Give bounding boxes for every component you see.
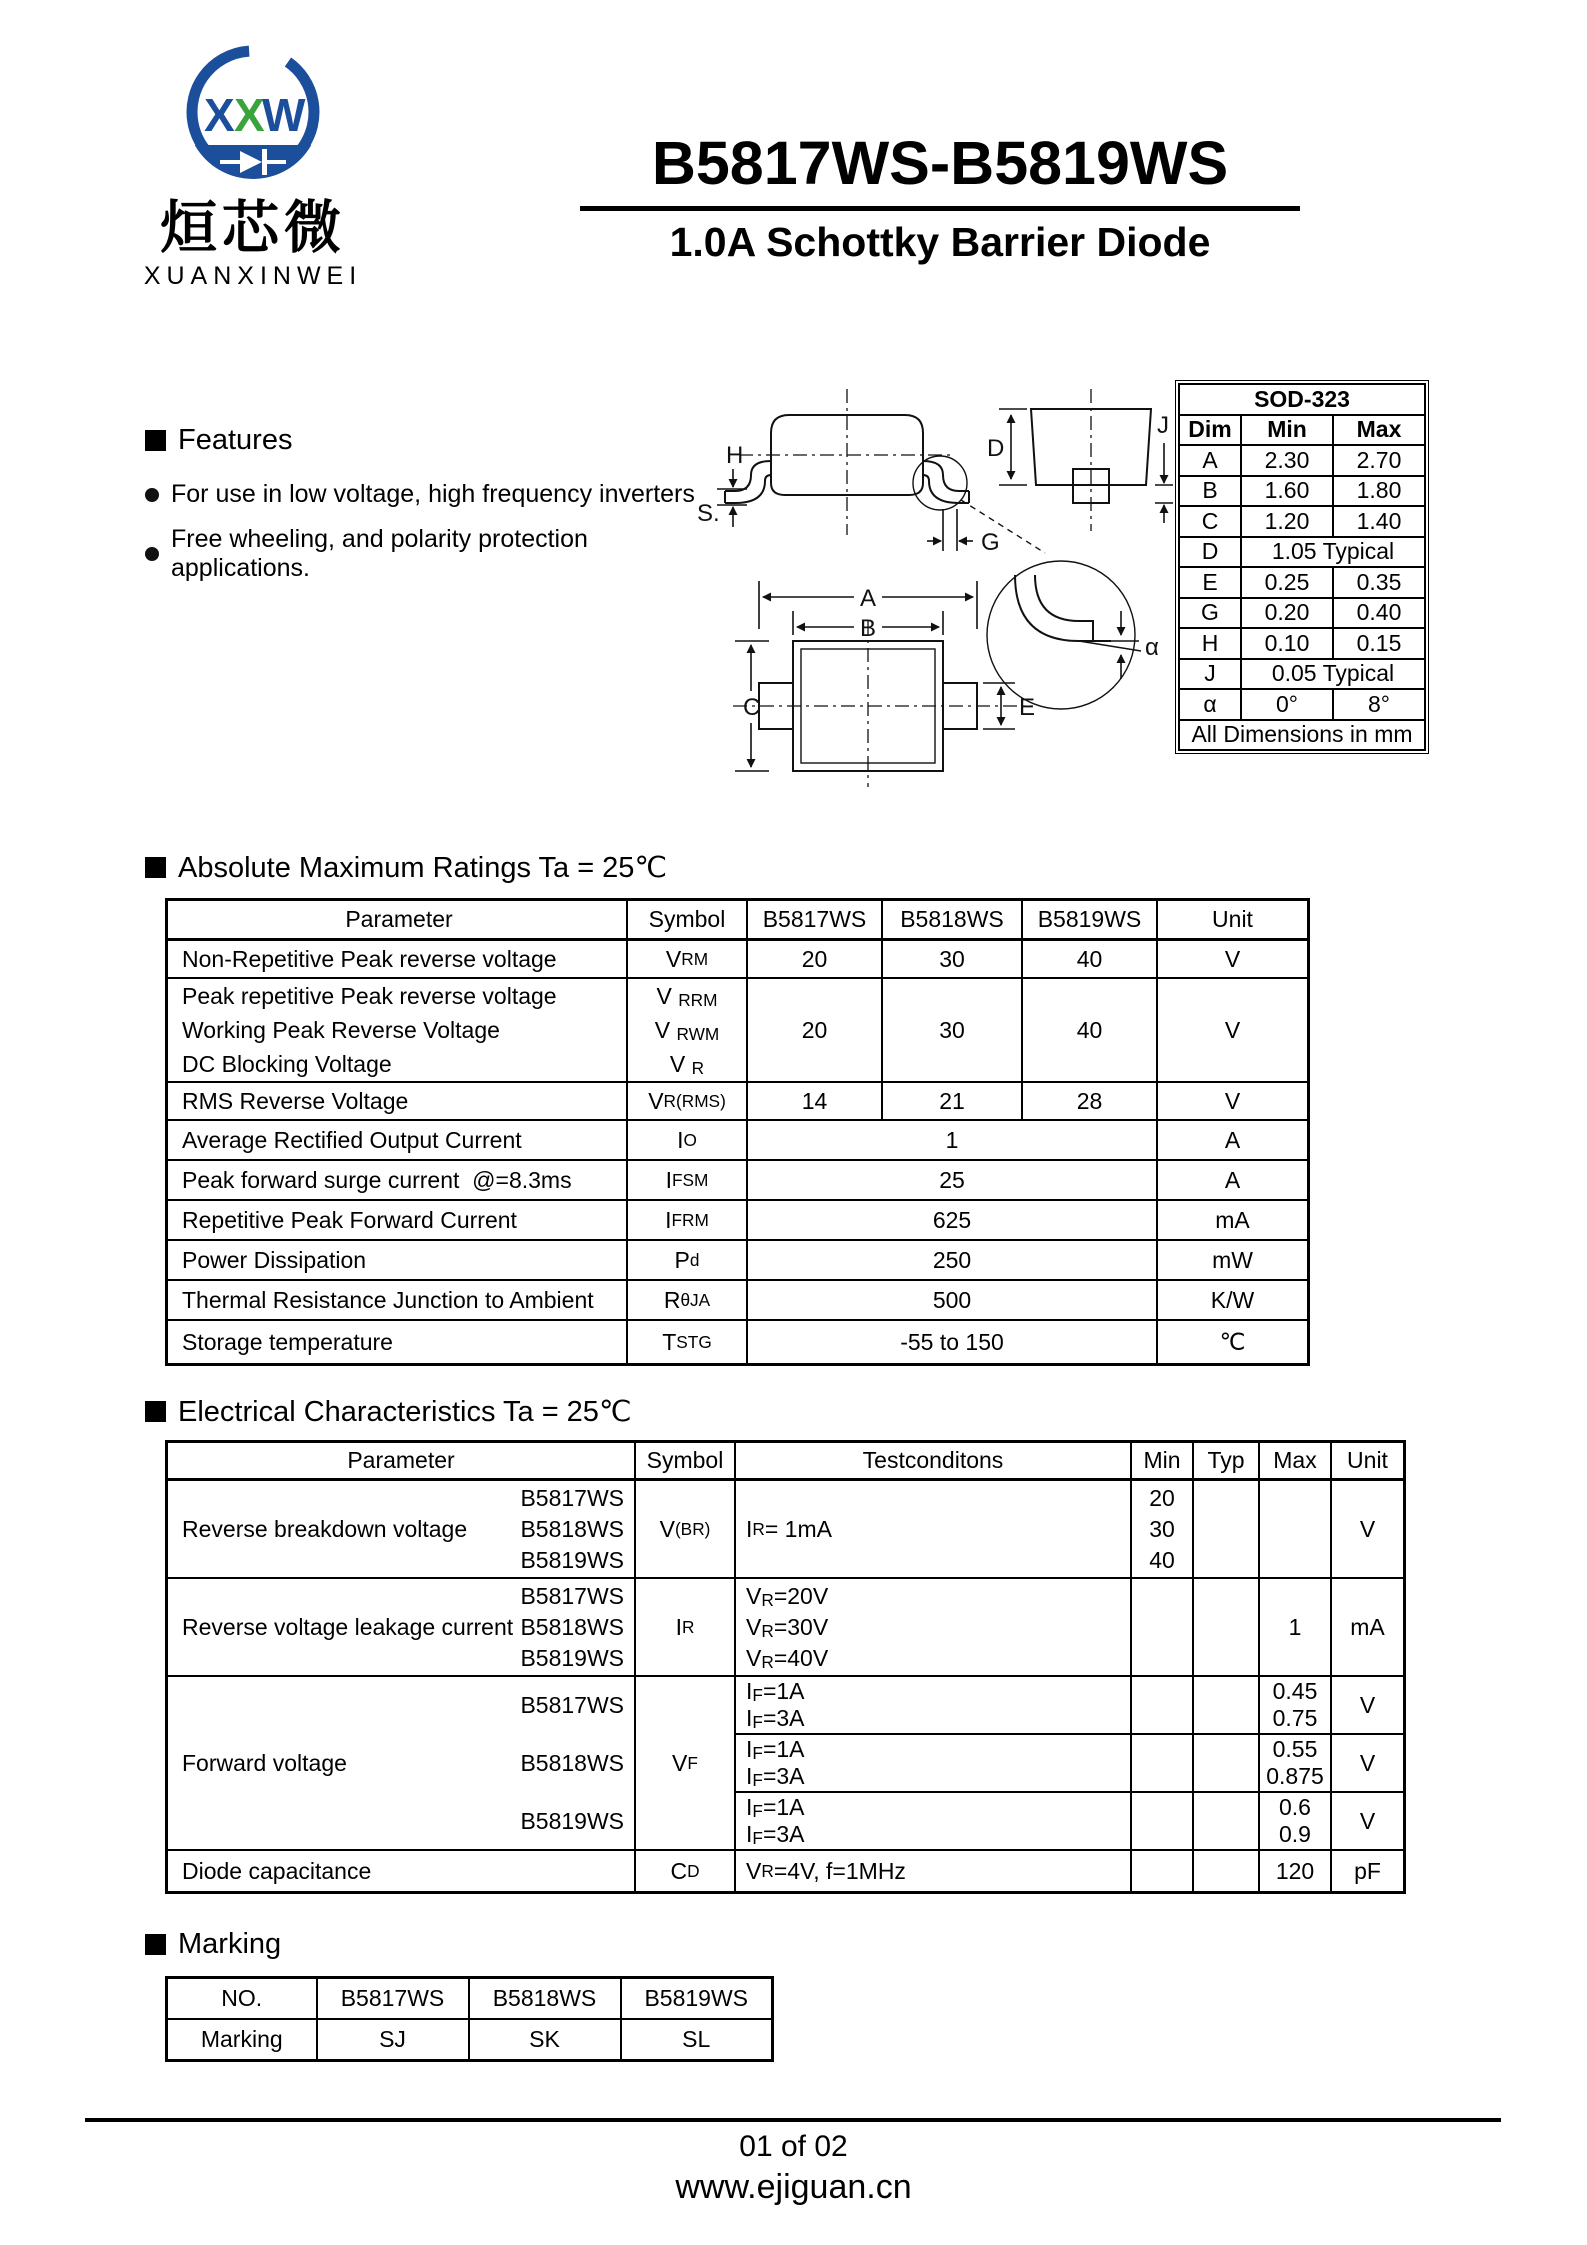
- cell: V: [1332, 1793, 1403, 1851]
- cell: Peak repetitive Peak reverse voltage Working Peak Reverse Voltage DC Blocking Voltage: [168, 979, 628, 1083]
- package-outline-drawing: [693, 383, 1175, 795]
- section-square-icon: [145, 857, 166, 878]
- col-header: B5818WS: [469, 1978, 621, 2020]
- cell: pF: [1354, 1857, 1381, 1884]
- cell: V RM: [628, 941, 748, 979]
- table-row: [1179, 445, 1425, 476]
- cell: K/W: [1158, 1281, 1307, 1321]
- cell: 20: [748, 941, 883, 979]
- page-number: 01 of 02: [739, 2130, 848, 2163]
- cell: 0.35: [1333, 567, 1425, 598]
- cell: 30: [883, 979, 1023, 1083]
- cell: 1.60: [1241, 476, 1333, 507]
- cell: ℃: [1219, 1328, 1246, 1355]
- cell: [1132, 1793, 1194, 1851]
- table-row: [1179, 628, 1425, 659]
- cell: [1194, 1793, 1260, 1851]
- ec-heading: Electrical Characteristics Ta = 25℃: [145, 1394, 632, 1429]
- logo-letter-w: W: [262, 89, 306, 141]
- cell: 21: [883, 1083, 1023, 1121]
- col-header: Unit: [1158, 901, 1307, 941]
- dim-label-c: C: [743, 694, 761, 721]
- cell: 0.6 0.9: [1260, 1793, 1332, 1851]
- cell: Marking: [167, 2019, 317, 2061]
- dimensions-note: All Dimensions in mm: [1179, 720, 1425, 751]
- logo-romanized-name: XUANXINWEI: [143, 262, 363, 290]
- cell: [1132, 1851, 1194, 1891]
- table-row: [167, 2019, 773, 2061]
- table-row: [1179, 720, 1425, 751]
- bullet-icon: [145, 547, 159, 561]
- cell: 1.20: [1241, 506, 1333, 537]
- cell: T STG: [628, 1321, 748, 1363]
- table-row: [1179, 567, 1425, 598]
- features-heading: Features: [145, 424, 292, 457]
- cell: V $_{RRM}$ V $_{RWM}$ V $_R$: [628, 979, 748, 1083]
- page-subtitle: 1.0A Schottky Barrier Diode: [669, 219, 1211, 265]
- cell: 250: [748, 1241, 1158, 1281]
- side-view: [717, 389, 1045, 556]
- col-header: Max: [1260, 1443, 1332, 1481]
- col-header: Symbol: [636, 1443, 736, 1481]
- feature-item: Free wheeling, and polarity protection applications.: [145, 525, 725, 583]
- cell: A: [1158, 1161, 1307, 1201]
- section-square-icon: [145, 1401, 166, 1422]
- cell: 0.55 0.875: [1260, 1735, 1332, 1793]
- logo-chinese-name: 烜芯微: [160, 196, 346, 260]
- table-row: [1179, 506, 1425, 537]
- page-title: B5817WS-B5819WS: [651, 129, 1229, 197]
- dim-label-j: J: [1157, 412, 1169, 439]
- cell: I R: [636, 1579, 736, 1677]
- col-header: B5818WS: [883, 901, 1023, 941]
- seating-plane-label: S.: [697, 500, 720, 527]
- table-row: [1179, 415, 1425, 446]
- cell: [1132, 1735, 1194, 1793]
- cell: [1194, 1851, 1260, 1891]
- cell: C: [1179, 506, 1241, 537]
- cell: [1194, 1735, 1260, 1793]
- cell: 0.45 0.75: [1260, 1677, 1332, 1735]
- cell: V: [1158, 1083, 1307, 1121]
- cell: Storage temperature: [168, 1321, 628, 1363]
- dim-label-alpha: α: [1145, 634, 1159, 661]
- cell: -55 to 150: [748, 1321, 1158, 1363]
- cell: P d: [628, 1241, 748, 1281]
- table-row: [1179, 537, 1425, 568]
- cell: SL: [621, 2019, 773, 2061]
- lead-detail-view: [987, 561, 1159, 709]
- cell: Average Rectified Output Current: [168, 1121, 628, 1161]
- cell: 20 30 40: [1132, 1481, 1194, 1579]
- cell: 0°: [1241, 689, 1333, 720]
- cell: Thermal Resistance Junction to Ambient: [168, 1281, 628, 1321]
- table-row: [1179, 659, 1425, 690]
- cell: 1.05 Typical: [1241, 537, 1425, 568]
- col-header: Testconditons: [736, 1443, 1132, 1481]
- cell: 0.10: [1241, 628, 1333, 659]
- cell: B: [1179, 476, 1241, 507]
- document-header: [520, 128, 1360, 266]
- cell: [1132, 1677, 1194, 1735]
- section-square-icon: [145, 430, 166, 451]
- package-name: SOD-323: [1179, 384, 1425, 415]
- col-header: B5817WS: [317, 1978, 469, 2020]
- cell: 0.05 Typical: [1241, 659, 1425, 690]
- cell: 40: [1023, 979, 1158, 1083]
- cell: Peak forward surge current @=8.3ms: [168, 1161, 628, 1201]
- cell: [1194, 1579, 1260, 1677]
- cell: V R =4V, f=1MHz: [736, 1851, 1132, 1891]
- absolute-maximum-ratings-table: [165, 898, 1310, 1366]
- cell: 30: [883, 941, 1023, 979]
- cell: D: [1179, 537, 1241, 568]
- cell: E: [1179, 567, 1241, 598]
- cell: $I_F=1A$ $I_F=3A$: [736, 1735, 1132, 1793]
- cell: A: [1179, 445, 1241, 476]
- cell: [1132, 1579, 1194, 1677]
- cell: J: [1179, 659, 1241, 690]
- cell: A: [1158, 1121, 1307, 1161]
- bottom-view: [733, 581, 1035, 787]
- cell: [1194, 1481, 1260, 1579]
- col-header: B5817WS: [748, 901, 883, 941]
- cell: 1: [748, 1121, 1158, 1161]
- col-header: Unit: [1332, 1443, 1403, 1481]
- cell: 625: [748, 1201, 1158, 1241]
- col-header: Dim: [1179, 415, 1241, 446]
- cell: 40: [1023, 941, 1158, 979]
- cell: V: [1332, 1481, 1403, 1579]
- cell: 14: [748, 1083, 883, 1121]
- table-row: [1179, 476, 1425, 507]
- cell: Forward voltage B5817WS B5818WS B5819WS: [168, 1677, 636, 1851]
- cell: 500: [748, 1281, 1158, 1321]
- col-header: Symbol: [628, 901, 748, 941]
- cell: I FSM: [628, 1161, 748, 1201]
- cell: 1.40: [1333, 506, 1425, 537]
- marking-heading: Marking: [145, 1928, 281, 1961]
- cell: [1260, 1481, 1332, 1579]
- cell: 25: [748, 1161, 1158, 1201]
- cell: Power Dissipation: [168, 1241, 628, 1281]
- cell: $V_R=20V$ $V_R=30V$ $V_R=40V$: [736, 1579, 1132, 1677]
- cell: α: [1179, 689, 1241, 720]
- cell: 0.40: [1333, 598, 1425, 629]
- col-header: B5819WS: [1023, 901, 1158, 941]
- cell: V (BR): [636, 1481, 736, 1579]
- electrical-characteristics-table: [165, 1440, 1406, 1894]
- bullet-icon: [145, 488, 159, 502]
- cell: 0.15: [1333, 628, 1425, 659]
- dim-label-b: B: [860, 615, 877, 642]
- cell: V R(RMS): [628, 1083, 748, 1121]
- cell: $I_F=1A$ $I_F=3A$: [736, 1677, 1132, 1735]
- cell: [1194, 1677, 1260, 1735]
- website-url: www.ejiguan.cn: [675, 2168, 912, 2206]
- cell: 1.80: [1333, 476, 1425, 507]
- cell: 20: [748, 979, 883, 1083]
- title-underline: [580, 206, 1300, 211]
- package-dimension-table: [1178, 383, 1426, 751]
- cell: 1: [1260, 1579, 1332, 1677]
- cell: mA: [1332, 1579, 1403, 1677]
- cell: Reverse breakdown voltage B5817WS B5818WS B5819WS: [168, 1481, 636, 1579]
- dim-label-d: D: [987, 435, 1005, 462]
- col-header: Typ: [1194, 1443, 1260, 1481]
- col-header: Min: [1241, 415, 1333, 446]
- cell: V F: [636, 1677, 736, 1851]
- footer-divider: [85, 2118, 1501, 2122]
- cell: H: [1179, 628, 1241, 659]
- dim-label-e: E: [1019, 694, 1036, 721]
- cell: G: [1179, 598, 1241, 629]
- feature-item: For use in low voltage, high frequency inverters: [145, 480, 725, 509]
- table-row: [1179, 689, 1425, 720]
- col-header: Parameter: [168, 1443, 636, 1481]
- cell: 28: [1023, 1083, 1158, 1121]
- amr-heading: Absolute Maximum Ratings Ta = 25℃: [145, 850, 667, 885]
- col-header: Parameter: [168, 901, 628, 941]
- col-header: Min: [1132, 1443, 1194, 1481]
- dim-label-h: H: [726, 442, 744, 469]
- cell: mA: [1158, 1201, 1307, 1241]
- cell: RMS Reverse Voltage: [168, 1083, 628, 1121]
- cell: V: [1158, 979, 1307, 1083]
- company-logo: [133, 40, 373, 291]
- cell: Reverse voltage leakage current B5817WS B5818WS B5819WS: [168, 1579, 636, 1677]
- cell: V: [1332, 1677, 1403, 1735]
- cell: SK: [469, 2019, 621, 2061]
- cell: I O: [628, 1121, 748, 1161]
- col-header: NO.: [167, 1978, 317, 2020]
- cell: Diode capacitance: [168, 1851, 636, 1891]
- cell: mW: [1158, 1241, 1307, 1281]
- col-header: B5819WS: [621, 1978, 773, 2020]
- table-row: [167, 1978, 773, 2020]
- cell: R θJA: [628, 1281, 748, 1321]
- cell: V: [1332, 1735, 1403, 1793]
- logo-letter-x1: X: [204, 89, 235, 141]
- table-row: [1179, 384, 1425, 415]
- cell: V: [1158, 941, 1307, 979]
- cell: Non-Repetitive Peak reverse voltage: [168, 941, 628, 979]
- col-header: Max: [1333, 415, 1425, 446]
- page-footer: [0, 2130, 1587, 2207]
- marking-table: [165, 1976, 774, 2062]
- dim-label-g: G: [981, 529, 1000, 556]
- cell: SJ: [317, 2019, 469, 2061]
- cell: 0.25: [1241, 567, 1333, 598]
- cell: 120: [1260, 1851, 1332, 1891]
- dim-label-a: A: [860, 585, 877, 612]
- table-row: [1179, 598, 1425, 629]
- cell: $I_F=1A$ $I_F=3A$: [736, 1793, 1132, 1851]
- cell: I R = 1mA: [736, 1481, 1132, 1579]
- logo-mark-icon: [177, 40, 329, 190]
- cell: 0.20: [1241, 598, 1333, 629]
- logo-letter-x2: X: [234, 89, 265, 141]
- cell: C D: [636, 1851, 736, 1891]
- features-list: [145, 480, 725, 599]
- cell: I FRM: [628, 1201, 748, 1241]
- cell: 8°: [1333, 689, 1425, 720]
- section-square-icon: [145, 1934, 166, 1955]
- front-view: [987, 389, 1173, 531]
- cell: Repetitive Peak Forward Current: [168, 1201, 628, 1241]
- cell: 2.70: [1333, 445, 1425, 476]
- cell: 2.30: [1241, 445, 1333, 476]
